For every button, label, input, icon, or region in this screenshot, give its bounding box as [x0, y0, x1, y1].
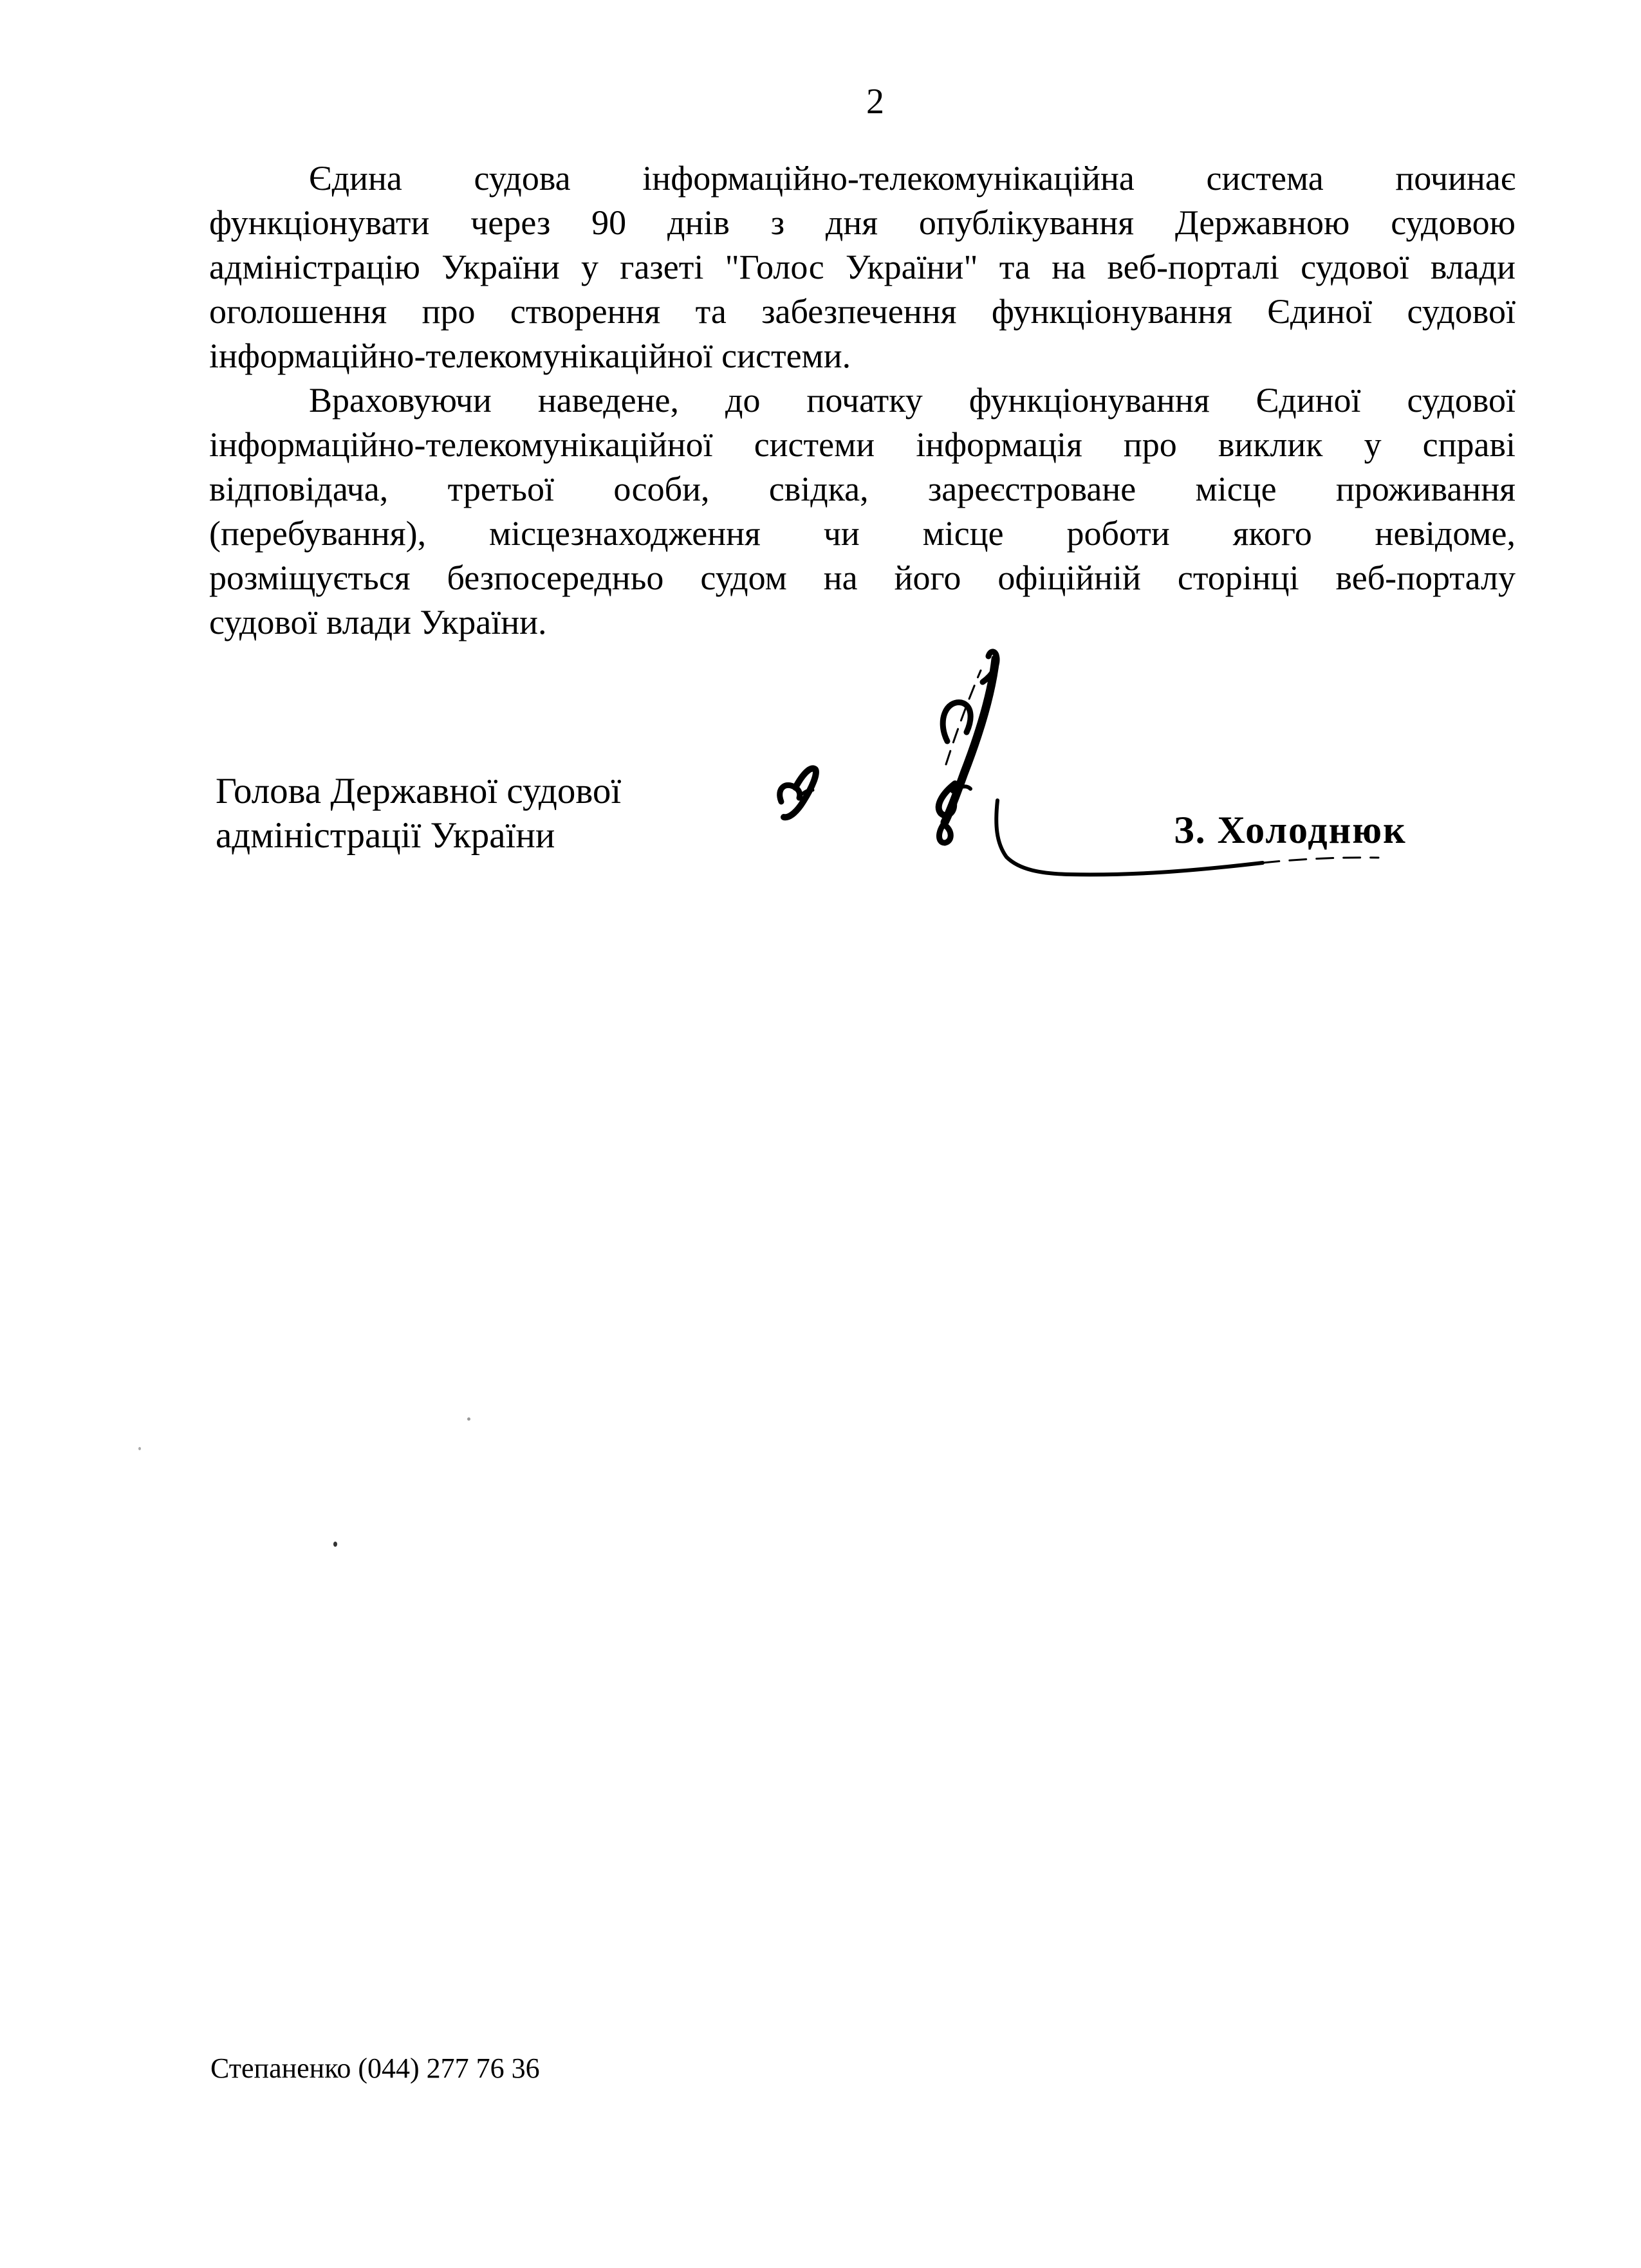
signer-title-line-1: Голова Державної судової [216, 771, 622, 811]
paragraph-line: Єдина судова інформаційно-телекомунікаційна система починає [309, 159, 1516, 198]
signature-initial [780, 768, 816, 817]
footer-contact: Степаненко (044) 277 76 36 [210, 2052, 540, 2084]
paragraph-line: оголошення про створення та забезпечення функціонування Єдиної судової [209, 292, 1516, 331]
paragraph-line: розміщується безпосередньо судом на його офіційній сторінці веб-порталу [209, 558, 1516, 597]
paragraph-line: адміністрацію України у газеті "Голос України" та на веб-порталі судової влади [209, 248, 1516, 286]
signature-ink [740, 631, 1448, 907]
paragraph-line: (перебування), місцезнаходження чи місце роботи якого невідоме, [209, 514, 1516, 553]
page-number: 2 [866, 82, 884, 122]
paragraph-2 [209, 378, 1516, 645]
paragraph-line: Враховуючи наведене, до початку функціонування Єдиної судової [309, 381, 1516, 419]
scan-speck [333, 1542, 337, 1547]
paragraph-line: інформаційно-телекомунікаційної системи інформація про виклик у справі [209, 425, 1516, 464]
signer-name: З. Холоднюк [1174, 809, 1407, 851]
paragraph-1 [209, 156, 1516, 378]
paragraph-line: інформаційно-телекомунікаційної системи. [209, 337, 851, 375]
paragraph-line: судової влади України. [209, 603, 547, 641]
paragraph-line: функціонувати через 90 днів з дня опублікування Державною судовою [209, 203, 1516, 242]
scan-speck [138, 1447, 141, 1450]
signer-title-line-2: адміністрації України [216, 815, 555, 856]
paragraph-line: відповідача, третьої особи, свідка, зареєстроване місце проживання [209, 470, 1516, 508]
scan-speck [467, 1417, 470, 1421]
